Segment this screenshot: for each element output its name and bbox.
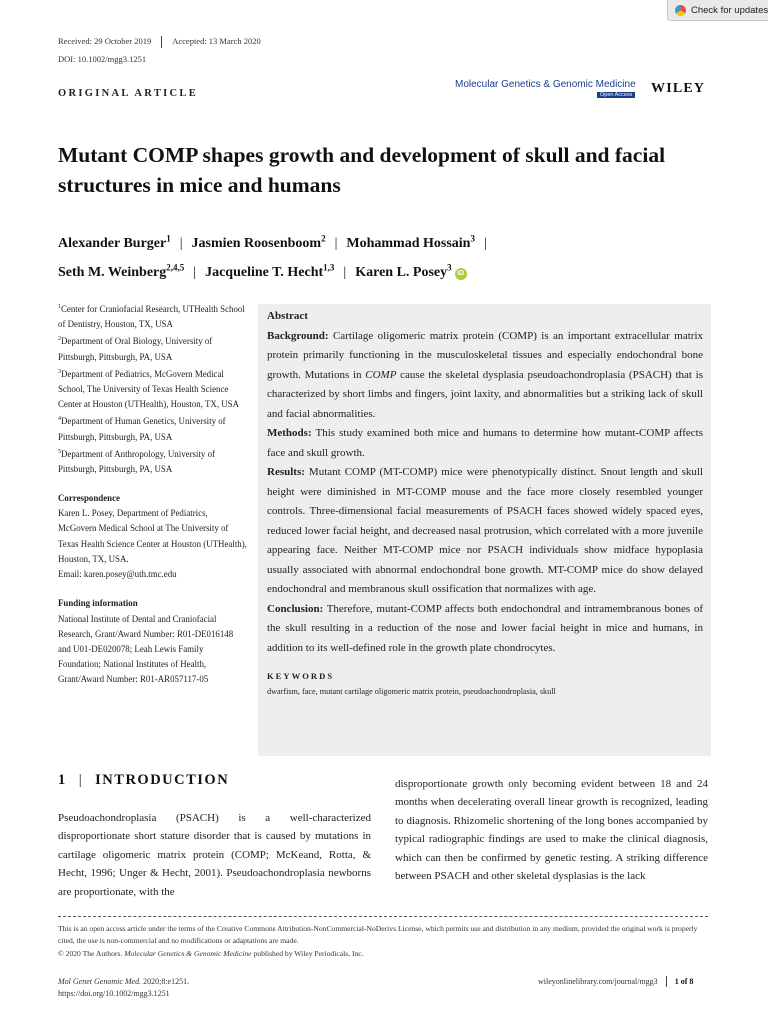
affiliation: $^1$Center for Craniofacial Research, UTHealth School of Dentistry, Houston, TX, USA (58, 303, 245, 330)
funding-heading: Funding information (58, 598, 138, 609)
journal-name: Molecular Genetics & Genomic Medicine (455, 79, 636, 90)
footnote-divider (58, 916, 708, 917)
author-list: Alexander Burger$^1$ | Jasmien Roosenboom$^2$ | Mohammad Hossain$^3$ | Seth M. Weinberg$^{2,4,5}$ | Jacqueline T. Hecht$^{1,3}$ | Karen L. Posey$^3$iD (58, 233, 487, 281)
keywords: dwarfism, face, mutant cartilage oligomeric matrix protein, pseudoachondroplasia, skull (267, 687, 556, 696)
affiliation: $^3$Department of Pediatrics, McGovern Medical School, The University of Texas Health Science Center at Houston (UTHealth), Houston, TX, USA (58, 368, 240, 410)
divider (666, 976, 667, 987)
funding-text: National Institute of Dental and Craniofacial Research, Grant/Award Number: R01-DE016148 and U01-DE020078; Leah Lewis Family Foundation; National Institutes of Health, Grant/Award Number: R01-AR057117-05 (58, 613, 234, 685)
accepted-date: Accepted: 13 March 2020 (172, 36, 261, 46)
page-number: 1 of 8 (674, 977, 694, 986)
received-date: Received: 29 October 2019 (58, 36, 152, 46)
journal-link[interactable]: wileyonlinelibrary.com/journal/mgg3 (538, 977, 658, 986)
section-label: ORIGINAL ARTICLE (58, 88, 199, 99)
orcid-icon[interactable]: iD (455, 268, 467, 280)
author: Mohammad Hossain$^3$ (346, 233, 475, 251)
author: Alexander Burger$^1$ (58, 233, 171, 251)
author: Jasmien Roosenboom$^2$ (191, 233, 326, 251)
abstract-background: Background: Cartilage oligomeric matrix protein (COMP) is an important extracellular matrix protein primarily functioning in the musculoskeletal tissues and especially endochondral bone growth. Mutations in COMP cause the skeletal dysplasia pseudoachondroplasia (PSACH) that is characterized by short limbs and fingers, joint laxity, and abnormalities but a striking lack of skull and facial abnormalities. (267, 329, 704, 420)
keywords-title: KEYWORDS (267, 671, 335, 681)
abstract-conclusion: Conclusion: Therefore, mutant-COMP affects both endochondral and intramembranous bones of the skull resulting in a reduction of the nose and lower facial height in mice and humans, in addition to its well-defined role in the growth plate chondrocytes. (267, 602, 703, 654)
correspondence-heading: Correspondence (58, 493, 120, 504)
correspondence-email[interactable]: Email: karen.posey@uth.tmc.edu (58, 569, 177, 580)
author: Karen L. Posey$^3$ (355, 262, 452, 281)
doi: DOI: 10.1002/mgg3.1251 (58, 54, 147, 64)
abstract-box (258, 304, 711, 756)
left-column (58, 300, 248, 688)
abstract-methods: Methods: This study examined both mice and humans to determine how mutant-COMP affects face and skull growth. (267, 427, 703, 459)
footer-citation: Mol Genet Genomic Med. 2020;8:e1251. https://doi.org/10.1002/mgg3.1251 (58, 977, 190, 998)
abstract-results: Results: Mutant COMP (MT-COMP) mice were phenotypically distinct. Snout length and skull height were diminished in MT-COMP mouse and the face more closely resembled younger controls. Three-dimensional facial measurements of PSACH faces showed widely spaced eyes, reduced lower facial height, and decreased nasal protrusion, which correlated with a more juvenile appearing face. Neither MT-COMP mice nor PSACH individuals show midface hypoplasia usually associated with abnormal endochondral bone growth. MT-COMP mice do show delayed endochondral and membranous skull ossification that normalizes with age. (267, 466, 703, 595)
affiliation: $^2$Department of Oral Biology, University of Pittsburgh, Pittsburgh, PA, USA (58, 336, 213, 362)
correspondence-text: Karen L. Posey, Department of Pediatrics, McGovern Medical School at The University of Texas Health Science Center at Houston (UTHealth), Houston, TX, USA. (58, 508, 247, 564)
article-title: Mutant COMP shapes growth and development of skull and facial structures in mice and humans (58, 143, 666, 197)
check-for-updates-label: Check for updates (691, 4, 768, 16)
divider (161, 36, 162, 48)
crossmark-icon (675, 5, 686, 16)
open-access-badge: Open Access (597, 92, 635, 98)
intro-paragraph: Pseudoachondroplasia (PSACH) is a well-characterized disproportionate short stature disorder that is caused by mutations in cartilage oligomeric matrix protein (COMP; McKeand, Rotta, & Hecht, 1996; Unger & Hecht, 2001). Pseudoachondroplasia newborns are proportionate, with the (58, 812, 371, 898)
doi-link[interactable]: https://doi.org/10.1002/mgg3.1251 (58, 989, 170, 998)
intro-paragraph: disproportionate growth only becoming evident between 18 and 24 months when decelerating overall linear growth is recognized, leading to diagnosis. Rhizomelic shortening of the long bones accompanied by typical radiographic findings are used to make the clinical diagnosis, which can then be confirmed by genetic testing. A striking difference between PSACH and other skeletal dysplasias is the lack (395, 778, 708, 883)
license-note: This is an open access article under the terms of the Creative Commons Attribution-NonCommercial-NoDerivs License, which permits use and distribution in any medium, provided the original work is properly cited, the use is non-commercial and no modifications or adaptations are made. © 2020 The Authors. Molecular Genetics & Genomic Medicine published by Wiley Periodicals, Inc. (58, 924, 698, 958)
publisher-logo: WILEY (651, 81, 706, 96)
author: Jacqueline T. Hecht$^{1,3}$ (205, 262, 335, 281)
affiliation: $^5$Department of Anthropology, University of Pittsburgh, Pittsburgh, PA, USA (58, 448, 215, 474)
affiliation: $^4$Department of Human Genetics, University of Pittsburgh, Pittsburgh, PA, USA (58, 416, 226, 442)
check-for-updates-button[interactable] (667, 0, 768, 21)
author: Seth M. Weinberg$^{2,4,5}$ (58, 262, 185, 281)
section-heading: 1 | INTRODUCTION (58, 772, 230, 788)
footer-right (538, 976, 693, 987)
abstract-title: Abstract (267, 310, 308, 322)
dates-row (58, 36, 261, 48)
